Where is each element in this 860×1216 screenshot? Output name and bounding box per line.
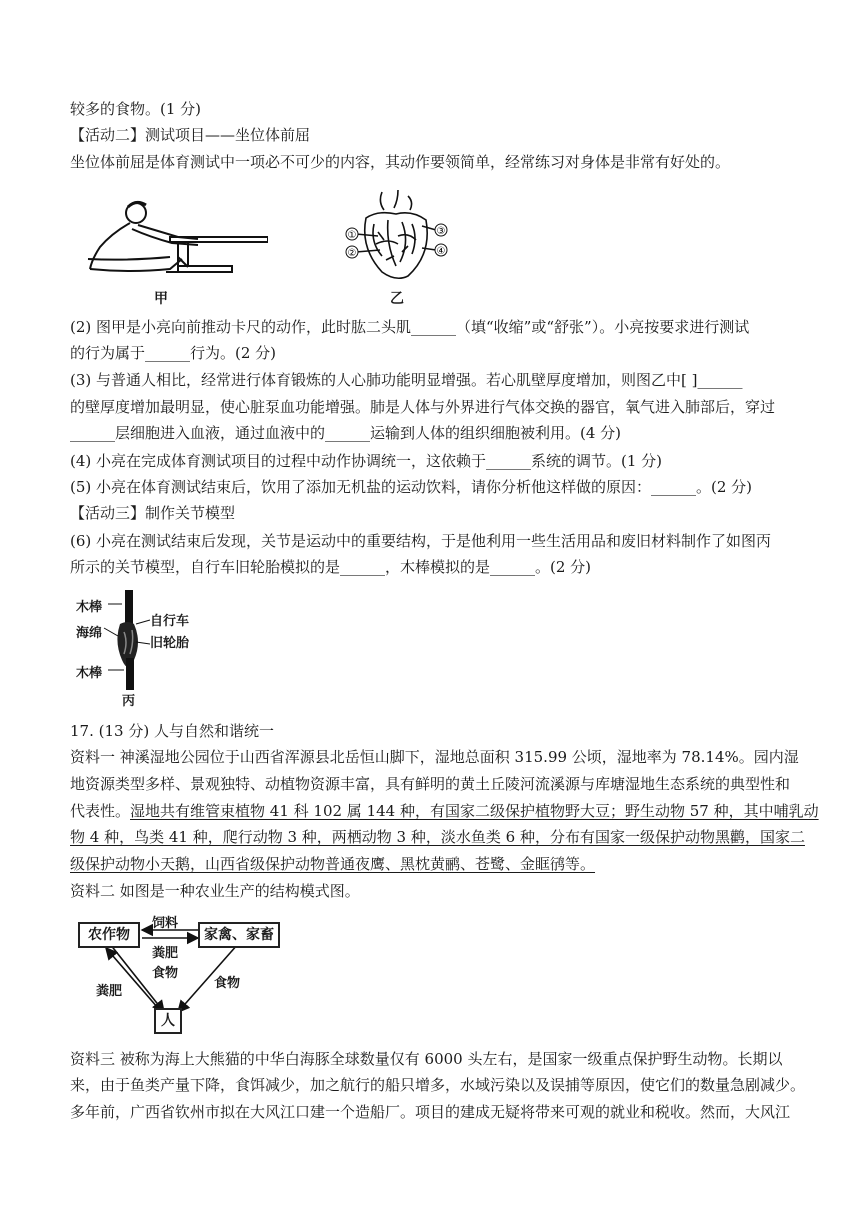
figure-yi-caption: 乙 — [390, 291, 404, 307]
question-3-line-3: ______层细胞进入血液，通过血液中的______运输到人体的组织细胞被利用。(4 分) — [70, 424, 622, 442]
question-4-line: (4) 小亮在完成体育测试项目的过程中动作协调统一，这依赖于______系统的调节。(1 分) — [70, 452, 663, 470]
material-3-line-3: 多年前，广西省钦州市拟在大风江口建一个造船厂。项目的建成无疑将带来可观的就业和税收。然而，大风江 — [70, 1103, 791, 1121]
node-person: 人 — [154, 1008, 182, 1034]
joint-model-figure — [74, 586, 204, 708]
material-1-line-2: 地资源类型多样、景观独特、动植物资源丰富，具有鲜明的黄土丘陵河流溪源与库塘湿地生态系统的典型性和 — [70, 775, 791, 793]
material-1-line-1: 资料一 神溪湿地公园位于山西省浑源县北岳恒山脚下，湿地总面积 315.99 公顷，湿地率为 78.14%。园内湿 — [70, 748, 799, 766]
activity-two-heading: 【活动二】测试项目——坐位体前屈 — [70, 126, 311, 144]
arrow-label-manure-mid: 粪肥 — [152, 946, 179, 961]
joint-label-tire-1: 自行车 — [150, 614, 190, 629]
question-3-line-1: (3) 与普通人相比，经常进行体育锻炼的人心肺功能明显增强。若心肌壁厚度增加，则图乙中[ ]______ — [70, 371, 743, 389]
figure-jia-caption: 甲 — [154, 291, 168, 307]
joint-label-sponge: 海绵 — [76, 626, 103, 641]
heart-diagram — [342, 186, 452, 286]
heart-label-2: ② — [347, 248, 357, 259]
joint-label-tire-2: 旧轮胎 — [150, 636, 190, 651]
question-17-heading: 17. (13 分) 人与自然和谐统一 — [70, 722, 274, 740]
question-2-line-2: 的行为属于______行为。(2 分) — [70, 344, 277, 362]
text-line: 较多的食物。(1 分) — [70, 100, 202, 118]
joint-label-wood-bottom: 木棒 — [76, 666, 103, 681]
sit-and-reach-figure — [78, 195, 268, 285]
arrow-label-feed: 饲料 — [152, 916, 179, 931]
farm-structure-diagram — [78, 910, 288, 1038]
material-1-underlined: 湿地共有维管束植物 41 科 102 属 144 种，有国家二级保护植物野大豆；野生动物 57 种，其中哺乳动 — [130, 802, 819, 820]
question-6-line-1: (6) 小亮在测试结束后发现，关节是运动中的重要结构，于是他利用一些生活用品和废旧材料制作了如图丙 — [70, 532, 772, 550]
node-livestock: 家禽、家畜 — [198, 922, 280, 948]
question-3-line-2: 的壁厚度增加最明显，使心脏泵血功能增强。肺是人体与外界进行气体交换的器官，氧气进入肺部后，穿过 — [70, 398, 776, 416]
material-3-line-1: 资料三 被称为海上大熊猫的中华白海豚全球数量仅有 6000 头左右，是国家一级重点保护野生动物。长期以 — [70, 1050, 783, 1068]
heart-label-4: ④ — [436, 246, 446, 257]
question-6-line-2: 所示的关节模型，自行车旧轮胎模拟的是______，木棒模拟的是______。(2 分) — [70, 558, 592, 576]
material-3-line-2: 来，由于鱼类产量下降，食饵减少，加之航行的船只增多，水域污染以及误捕等原因，使它们的数量急剧减少。 — [70, 1076, 806, 1094]
joint-label-wood-top: 木棒 — [76, 600, 103, 615]
material-1-line-5: 级保护动物小天鹅，山西省级保护动物普通夜鹰、黑枕黄鹂、苍鹭、金眶鸻等。 — [70, 855, 596, 873]
material-1-text: 代表性。 — [70, 802, 131, 820]
arrow-label-food-right: 食物 — [214, 976, 241, 991]
text-line: 坐位体前屈是体育测试中一项必不可少的内容，其动作要领简单，经常练习对身体是非常有好处的。 — [70, 153, 731, 171]
material-1-line-3 — [70, 801, 819, 821]
figure-bing-caption: 丙 — [122, 694, 136, 709]
arrow-label-food-mid: 食物 — [152, 966, 179, 981]
node-crops: 农作物 — [78, 922, 140, 948]
material-1-line-4: 物 4 种，鸟类 41 种，爬行动物 3 种，两栖动物 3 种，淡水鱼类 6 种，分布有国家一级保护动物黑鹳，国家二 — [70, 828, 805, 846]
heart-label-1: ① — [347, 230, 357, 241]
question-5-line: (5) 小亮在体育测试结束后，饮用了添加无机盐的运动饮料，请你分析他这样做的原因：______。(2 分) — [70, 478, 753, 496]
material-2-line: 资料二 如图是一种农业生产的结构模式图。 — [70, 882, 360, 900]
activity-three-heading: 【活动三】制作关节模型 — [70, 504, 236, 522]
question-2-line-1: (2) 图甲是小亮向前推动卡尺的动作，此时肱二头肌______（填“收缩”或“舒张”）。小亮按要求进行测试 — [70, 318, 750, 336]
heart-label-3: ③ — [436, 226, 446, 237]
arrow-label-manure-left: 粪肥 — [96, 984, 123, 999]
